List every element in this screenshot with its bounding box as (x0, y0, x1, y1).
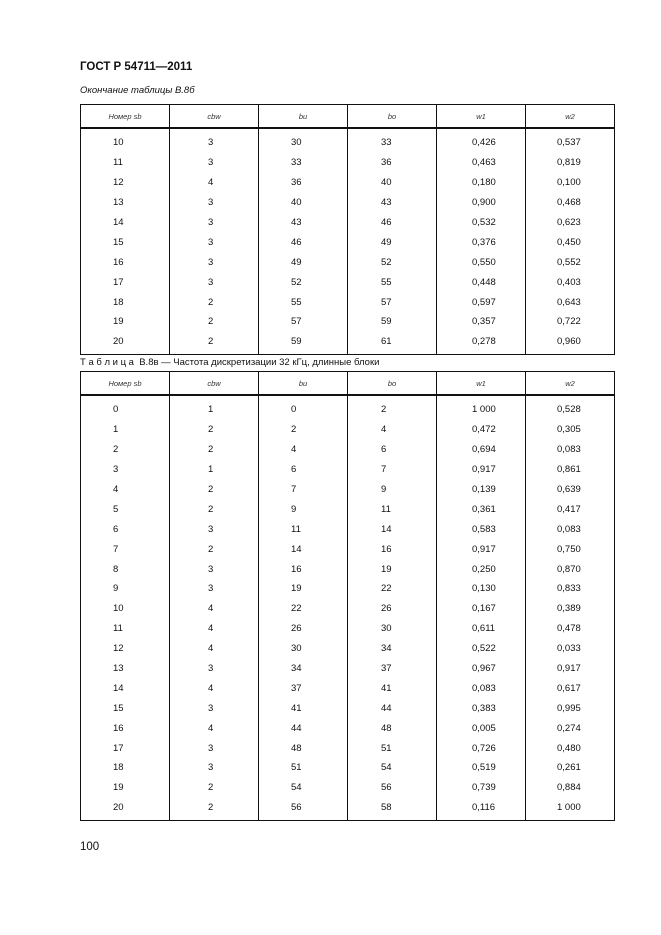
table-cell: 14 (81, 213, 170, 233)
table-cell: 46 (348, 213, 437, 233)
table-cell: 16 (259, 559, 348, 579)
table-cell: 37 (259, 678, 348, 698)
table-cell: 57 (259, 312, 348, 332)
column-header: bu (259, 372, 348, 396)
table-cell: 17 (81, 272, 170, 292)
table-cell: 1 (81, 420, 170, 440)
table-cell: 43 (259, 213, 348, 233)
table-cell: 2 (170, 292, 259, 312)
table-cell: 16 (348, 539, 437, 559)
column-header: bo (348, 372, 437, 396)
table-cell: 9 (259, 499, 348, 519)
table-cell: 0,478 (526, 619, 615, 639)
table-cell: 33 (259, 153, 348, 173)
table-cell: 54 (348, 758, 437, 778)
table-cell: 0,739 (437, 778, 526, 798)
table-cell: 18 (81, 292, 170, 312)
table-cell: 0,250 (437, 559, 526, 579)
table-cell: 6 (81, 519, 170, 539)
table-cell: 8 (81, 559, 170, 579)
table-cell: 0,694 (437, 440, 526, 460)
table-cell: 51 (259, 758, 348, 778)
table-cell: 3 (170, 213, 259, 233)
table-cell: 34 (259, 659, 348, 679)
table-row (81, 678, 615, 698)
table-cell: 4 (170, 678, 259, 698)
table-cell: 0,623 (526, 213, 615, 233)
table-cell: 1 000 (526, 798, 615, 820)
table-cell: 11 (259, 519, 348, 539)
table-cell: 0,532 (437, 213, 526, 233)
standard-header: ГОСТ Р 54711—2011 (80, 61, 193, 73)
table-cell: 17 (81, 738, 170, 758)
table-cell: 4 (170, 173, 259, 193)
column-header: w2 (526, 105, 615, 129)
table2-caption: Т а б л и ц а В.8в — Частота дискретизации 32 кГц, длинные блоки (80, 357, 380, 368)
table-row (81, 460, 615, 480)
table-cell: 20 (81, 332, 170, 354)
table-cell: 2 (170, 312, 259, 332)
table-cell: 44 (348, 698, 437, 718)
table-cell: 56 (259, 798, 348, 820)
table-cell: 0,383 (437, 698, 526, 718)
column-header: cbw (170, 372, 259, 396)
table1 (80, 104, 615, 355)
table-row (81, 619, 615, 639)
table-row (81, 738, 615, 758)
table-cell: 3 (170, 659, 259, 679)
table-cell: 12 (81, 173, 170, 193)
table-cell: 1 000 (437, 395, 526, 420)
table-cell: 9 (81, 579, 170, 599)
table-cell: 43 (348, 193, 437, 213)
table-cell: 3 (170, 272, 259, 292)
column-header: bu (259, 105, 348, 129)
table-row (81, 193, 615, 213)
table-cell: 1 (170, 460, 259, 480)
table-cell: 22 (259, 599, 348, 619)
table-cell: 0,917 (526, 659, 615, 679)
table-cell: 2 (170, 420, 259, 440)
table-cell: 4 (170, 718, 259, 738)
table-cell: 58 (348, 798, 437, 820)
table-cell: 3 (170, 232, 259, 252)
table-cell: 13 (81, 659, 170, 679)
table-row (81, 272, 615, 292)
table-cell: 0,278 (437, 332, 526, 354)
table-cell: 15 (81, 698, 170, 718)
table-cell: 0,643 (526, 292, 615, 312)
table-cell: 0,917 (437, 460, 526, 480)
table-cell: 0,750 (526, 539, 615, 559)
table-cell: 41 (348, 678, 437, 698)
table-cell: 0,722 (526, 312, 615, 332)
table-cell: 26 (348, 599, 437, 619)
table-cell: 19 (81, 778, 170, 798)
column-header: Номер sb (81, 372, 170, 396)
table-cell: 0,995 (526, 698, 615, 718)
table-cell: 11 (348, 499, 437, 519)
table-cell: 54 (259, 778, 348, 798)
table-cell: 3 (170, 519, 259, 539)
table-cell: 5 (81, 499, 170, 519)
table-cell: 0,726 (437, 738, 526, 758)
table-cell: 9 (348, 480, 437, 500)
table-cell: 12 (81, 639, 170, 659)
table-cell: 55 (259, 292, 348, 312)
table-cell: 2 (170, 778, 259, 798)
column-header: bo (348, 105, 437, 129)
table-row (81, 798, 615, 820)
table-cell: 0,274 (526, 718, 615, 738)
table-row (81, 639, 615, 659)
table-row (81, 232, 615, 252)
table-cell: 44 (259, 718, 348, 738)
table-cell: 0,861 (526, 460, 615, 480)
table-cell: 11 (81, 153, 170, 173)
table-cell: 0,083 (526, 440, 615, 460)
page-number: 100 (80, 841, 100, 853)
table-cell: 2 (170, 798, 259, 820)
table-cell: 30 (259, 128, 348, 153)
table-cell: 0,448 (437, 272, 526, 292)
column-header: w2 (526, 372, 615, 396)
table-cell: 30 (259, 639, 348, 659)
table-cell: 37 (348, 659, 437, 679)
table-cell: 49 (348, 232, 437, 252)
table-row (81, 599, 615, 619)
table-cell: 0,468 (526, 193, 615, 213)
table-cell: 3 (170, 698, 259, 718)
table-cell: 0,519 (437, 758, 526, 778)
table-cell: 49 (259, 252, 348, 272)
table-cell: 0,617 (526, 678, 615, 698)
table-cell: 0,528 (526, 395, 615, 420)
table-row (81, 778, 615, 798)
table-cell: 0,376 (437, 232, 526, 252)
table-cell: 18 (81, 758, 170, 778)
table-row (81, 718, 615, 738)
table-cell: 0,819 (526, 153, 615, 173)
table-row (81, 420, 615, 440)
table-cell: 0,130 (437, 579, 526, 599)
table-cell: 0,305 (526, 420, 615, 440)
table-cell: 10 (81, 128, 170, 153)
table-row (81, 252, 615, 272)
table-cell: 36 (259, 173, 348, 193)
table-cell: 4 (170, 639, 259, 659)
table-cell: 0,403 (526, 272, 615, 292)
table-row (81, 579, 615, 599)
table-cell: 26 (259, 619, 348, 639)
table-cell: 0,833 (526, 579, 615, 599)
table-cell: 55 (348, 272, 437, 292)
table-cell: 0,552 (526, 252, 615, 272)
table-cell: 0,472 (437, 420, 526, 440)
table-cell: 34 (348, 639, 437, 659)
table-cell: 0,361 (437, 499, 526, 519)
table-row (81, 559, 615, 579)
table-row (81, 539, 615, 559)
table-row (81, 519, 615, 539)
table-cell: 3 (170, 758, 259, 778)
table-cell: 0,639 (526, 480, 615, 500)
table-cell: 0,083 (437, 678, 526, 698)
table-row (81, 499, 615, 519)
table-cell: 2 (170, 499, 259, 519)
column-header: w1 (437, 372, 526, 396)
table-cell: 0,450 (526, 232, 615, 252)
table1-caption: Окончание таблицы В.8б (80, 85, 195, 96)
table-cell: 10 (81, 599, 170, 619)
table-cell: 0,033 (526, 639, 615, 659)
table-cell: 2 (348, 395, 437, 420)
table-cell: 7 (348, 460, 437, 480)
table-cell: 46 (259, 232, 348, 252)
table-cell: 3 (170, 579, 259, 599)
table-row (81, 480, 615, 500)
table-cell: 2 (170, 539, 259, 559)
table-cell: 0,463 (437, 153, 526, 173)
table-cell: 2 (170, 480, 259, 500)
table-cell: 0,480 (526, 738, 615, 758)
table-cell: 3 (170, 128, 259, 153)
table-cell: 0,167 (437, 599, 526, 619)
column-header: w1 (437, 105, 526, 129)
column-header: Номер sb (81, 105, 170, 129)
table-row (81, 173, 615, 193)
table-row (81, 292, 615, 312)
table-row (81, 128, 615, 153)
table-cell: 0,870 (526, 559, 615, 579)
table-cell: 0,967 (437, 659, 526, 679)
table-cell: 1 (170, 395, 259, 420)
table-cell: 0,083 (526, 519, 615, 539)
table-cell: 0,611 (437, 619, 526, 639)
table-cell: 0,100 (526, 173, 615, 193)
table-cell: 48 (348, 718, 437, 738)
table-cell: 0,426 (437, 128, 526, 153)
table-cell: 19 (259, 579, 348, 599)
column-header: cbw (170, 105, 259, 129)
table-cell: 0,884 (526, 778, 615, 798)
table-cell: 0,357 (437, 312, 526, 332)
table-cell: 0,180 (437, 173, 526, 193)
table2 (80, 371, 615, 821)
table-cell: 14 (259, 539, 348, 559)
table-cell: 14 (348, 519, 437, 539)
table-cell: 56 (348, 778, 437, 798)
table-cell: 57 (348, 292, 437, 312)
table-cell: 0 (259, 395, 348, 420)
table-cell: 51 (348, 738, 437, 758)
table-cell: 15 (81, 232, 170, 252)
table-cell: 2 (170, 332, 259, 354)
table-cell: 0,900 (437, 193, 526, 213)
table-cell: 0,597 (437, 292, 526, 312)
table-cell: 22 (348, 579, 437, 599)
table-cell: 2 (170, 440, 259, 460)
table-cell: 3 (170, 559, 259, 579)
table-cell: 48 (259, 738, 348, 758)
table-cell: 6 (348, 440, 437, 460)
table-cell: 14 (81, 678, 170, 698)
table-row (81, 659, 615, 679)
table-row (81, 153, 615, 173)
table-cell: 4 (81, 480, 170, 500)
table-cell: 16 (81, 718, 170, 738)
table-cell: 19 (81, 312, 170, 332)
table-cell: 0,005 (437, 718, 526, 738)
table-row (81, 332, 615, 354)
table-row (81, 758, 615, 778)
table-row (81, 312, 615, 332)
table-cell: 52 (348, 252, 437, 272)
table-cell: 0,389 (526, 599, 615, 619)
table-cell: 0,139 (437, 480, 526, 500)
table-cell: 2 (259, 420, 348, 440)
table-cell: 16 (81, 252, 170, 272)
table-cell: 3 (170, 193, 259, 213)
table-cell: 0 (81, 395, 170, 420)
table-row (81, 440, 615, 460)
table-row (81, 698, 615, 718)
table-cell: 0,583 (437, 519, 526, 539)
table-cell: 59 (259, 332, 348, 354)
table-cell: 4 (259, 440, 348, 460)
table-cell: 19 (348, 559, 437, 579)
table-cell: 7 (81, 539, 170, 559)
table-cell: 4 (348, 420, 437, 440)
table-cell: 40 (348, 173, 437, 193)
table-cell: 20 (81, 798, 170, 820)
table-cell: 4 (170, 619, 259, 639)
table-cell: 0,417 (526, 499, 615, 519)
table-cell: 3 (81, 460, 170, 480)
table-cell: 3 (170, 252, 259, 272)
table-cell: 0,116 (437, 798, 526, 820)
table-cell: 61 (348, 332, 437, 354)
table-cell: 0,522 (437, 639, 526, 659)
table-cell: 59 (348, 312, 437, 332)
table-cell: 40 (259, 193, 348, 213)
table-cell: 3 (170, 738, 259, 758)
table-cell: 7 (259, 480, 348, 500)
table-cell: 0,917 (437, 539, 526, 559)
table-cell: 6 (259, 460, 348, 480)
table-cell: 13 (81, 193, 170, 213)
table-cell: 0,550 (437, 252, 526, 272)
table-row (81, 213, 615, 233)
table-cell: 33 (348, 128, 437, 153)
table-row (81, 395, 615, 420)
table-cell: 2 (81, 440, 170, 460)
table-cell: 36 (348, 153, 437, 173)
table-cell: 0,960 (526, 332, 615, 354)
table-cell: 41 (259, 698, 348, 718)
table-cell: 0,261 (526, 758, 615, 778)
table-cell: 11 (81, 619, 170, 639)
table-cell: 30 (348, 619, 437, 639)
table-cell: 0,537 (526, 128, 615, 153)
table-cell: 3 (170, 153, 259, 173)
table-cell: 4 (170, 599, 259, 619)
table-cell: 52 (259, 272, 348, 292)
